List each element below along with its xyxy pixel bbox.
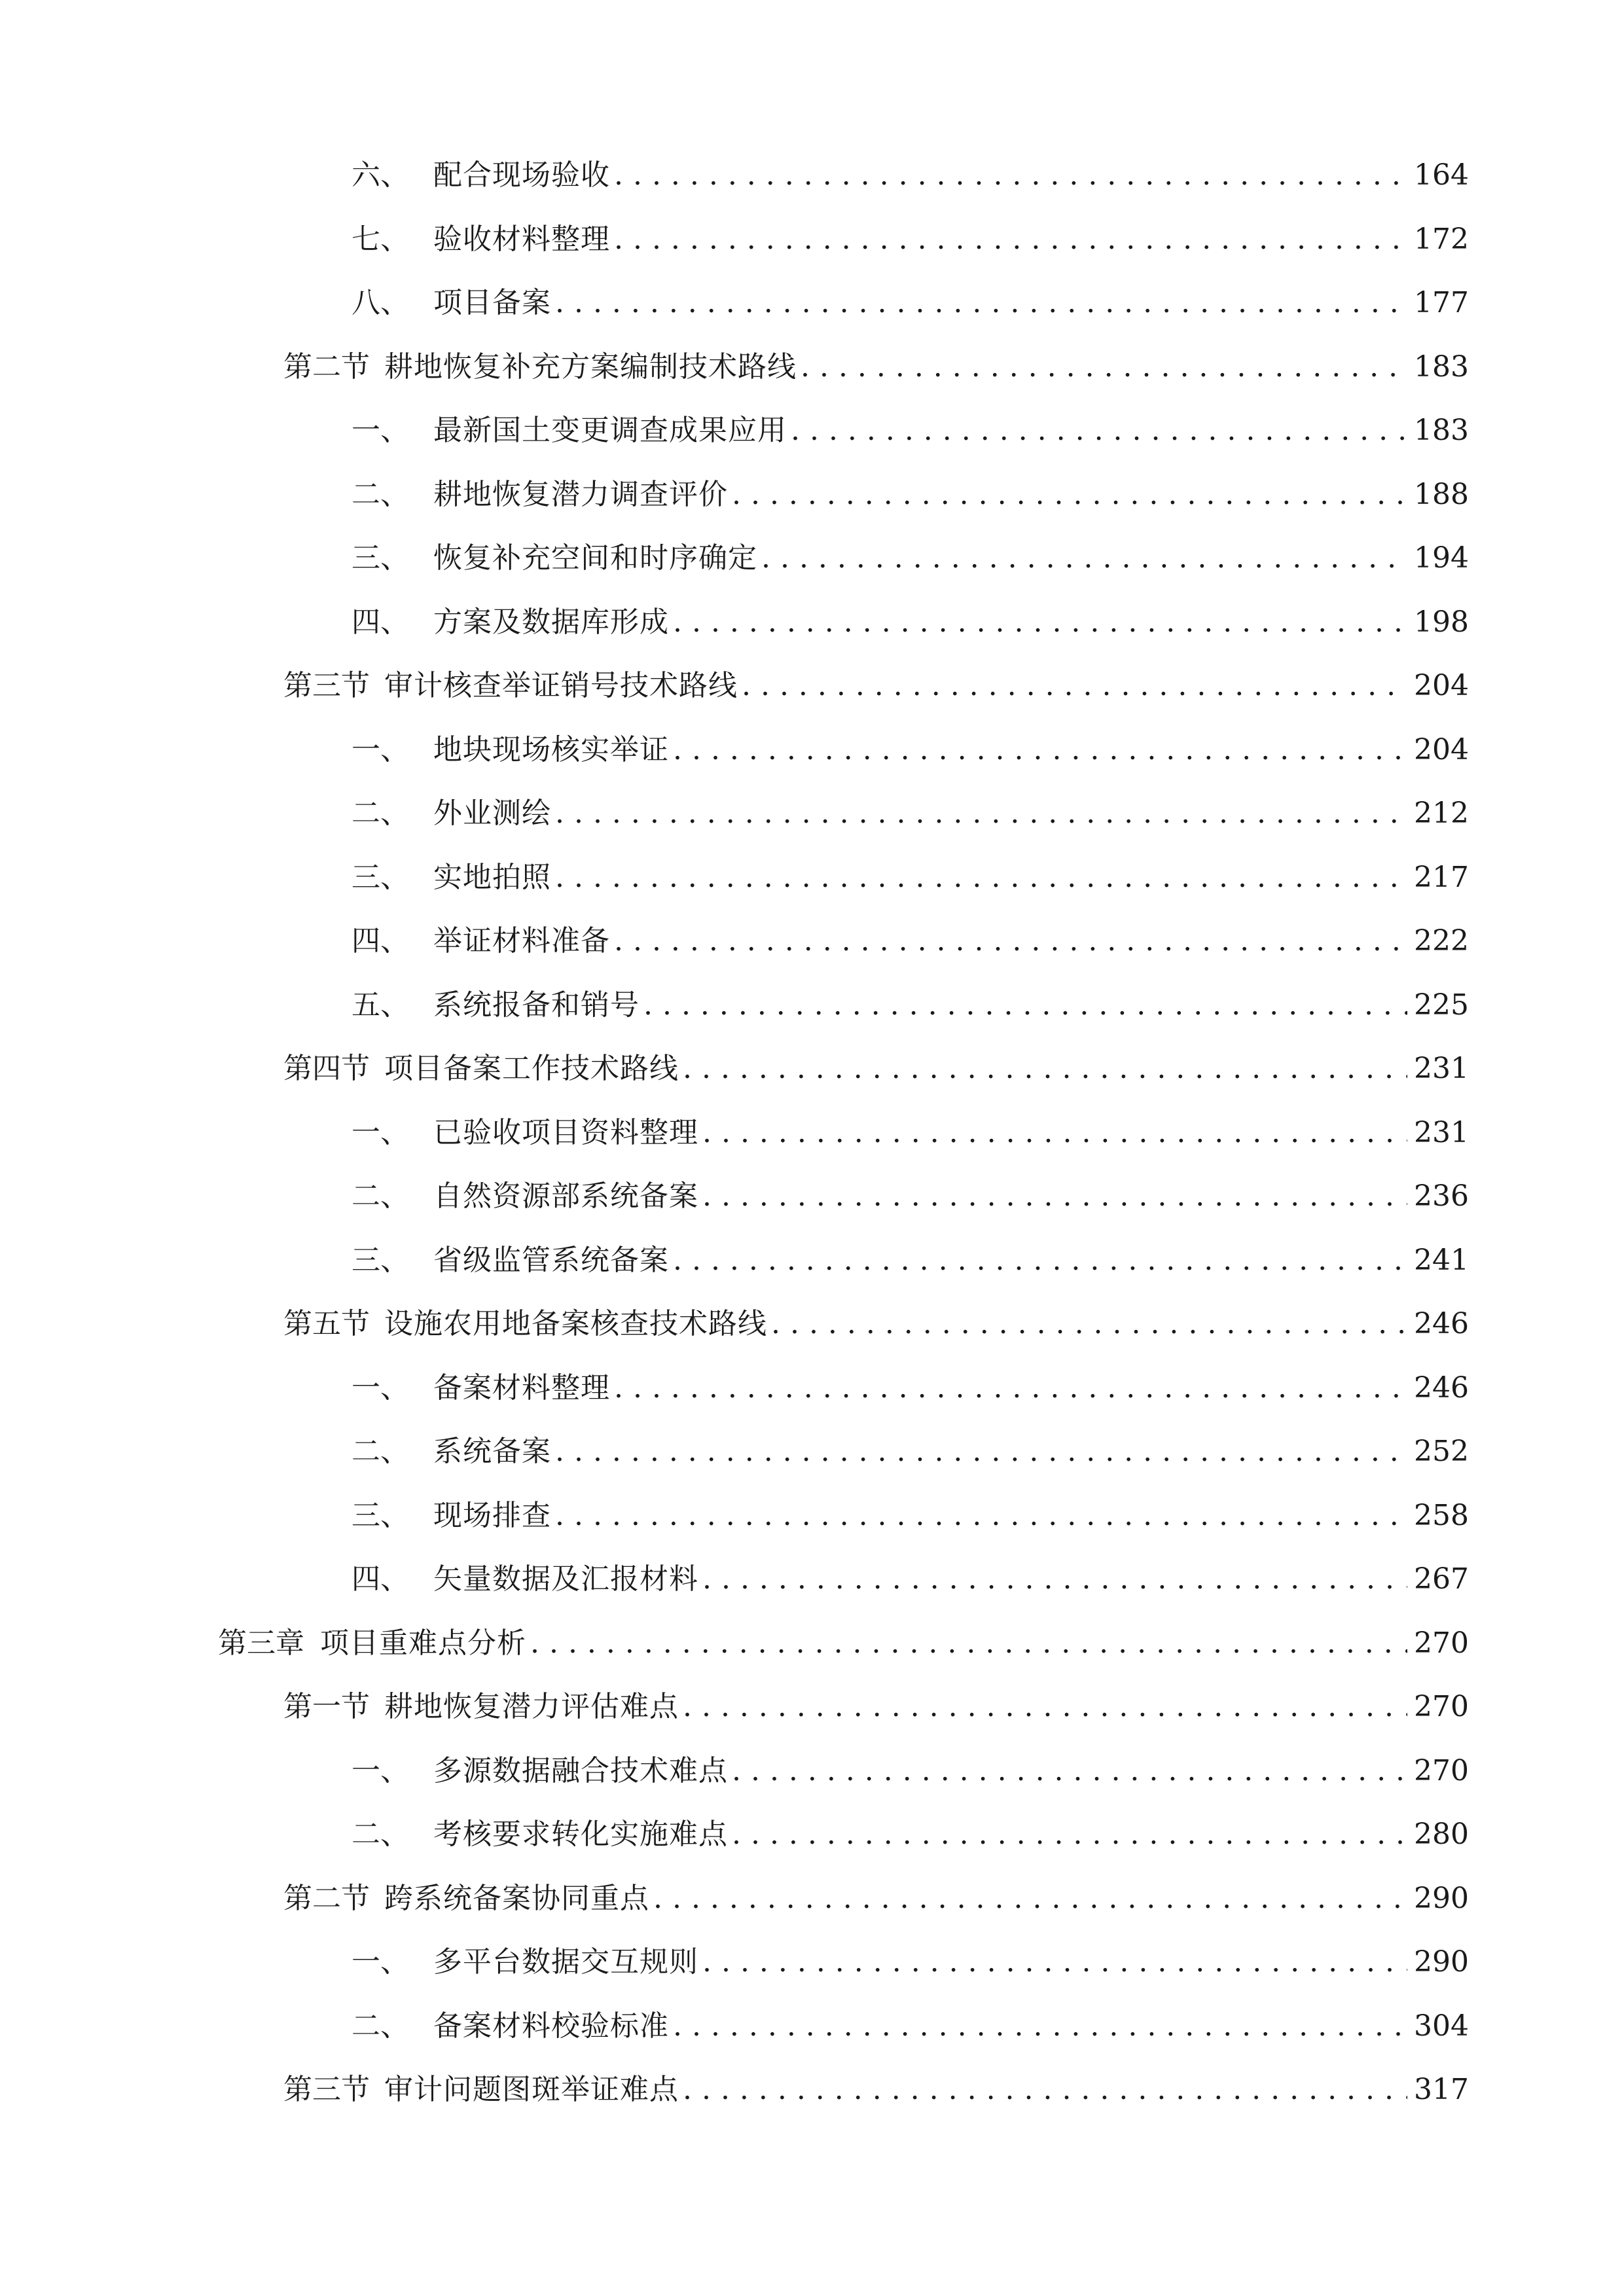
- toc-entry-number: 一、: [352, 1945, 409, 1979]
- toc-entry-page: 304: [1414, 2009, 1469, 2043]
- toc-entry-page: 236: [1414, 1179, 1469, 1213]
- toc-entry-number: 八、: [352, 286, 409, 319]
- toc-entry-title: 审计核查举证销号技术路线: [384, 669, 738, 702]
- toc-entry[interactable]: [0, 973, 1624, 1037]
- toc-dot-leader: [801, 335, 1407, 399]
- toc-entry[interactable]: [0, 335, 1624, 399]
- toc-entry-page: 231: [1414, 1052, 1469, 1085]
- toc-entry-title: 系统备案: [433, 1435, 551, 1468]
- toc-entry-number: 第三章: [218, 1626, 304, 1660]
- toc-entry-number: 三、: [352, 860, 409, 894]
- toc-entry[interactable]: [0, 909, 1624, 973]
- toc-dot-leader: [614, 1356, 1407, 1420]
- toc-entry-title: 耕地恢复潜力评估难点: [384, 1690, 679, 1723]
- toc-entry-title: 实地拍照: [433, 860, 551, 894]
- toc-entry[interactable]: [0, 1994, 1624, 2058]
- toc-entry-page: 246: [1414, 1371, 1469, 1405]
- toc-entry-page: 212: [1414, 797, 1469, 830]
- toc-entry-title: 备案材料校验标准: [433, 2009, 669, 2043]
- toc-dot-leader: [742, 654, 1407, 718]
- toc-dot-leader: [555, 846, 1407, 910]
- toc-entry[interactable]: [0, 271, 1624, 335]
- toc-entry-page: 252: [1414, 1435, 1469, 1468]
- toc-dot-leader: [732, 1803, 1407, 1867]
- toc-entry-page: 231: [1414, 1115, 1469, 1149]
- toc-entry-number: 第一节: [283, 1690, 370, 1723]
- toc-entry-page: 258: [1414, 1498, 1469, 1532]
- toc-dot-leader: [555, 1420, 1407, 1484]
- toc-entry-page: 267: [1414, 1562, 1469, 1596]
- toc-dot-leader: [683, 2058, 1407, 2122]
- toc-entry[interactable]: [0, 1292, 1624, 1356]
- toc-entry[interactable]: [0, 590, 1624, 655]
- toc-entry[interactable]: [0, 781, 1624, 846]
- toc-dot-leader: [761, 526, 1407, 590]
- toc-entry-title: 备案材料整理: [433, 1371, 610, 1405]
- toc-entry-title: 项目备案工作技术路线: [384, 1052, 679, 1085]
- toc-entry-title: 配合现场验收: [433, 158, 610, 192]
- toc-entry[interactable]: [0, 1611, 1624, 1676]
- toc-entry-number: 二、: [352, 797, 409, 830]
- toc-entry[interactable]: [0, 654, 1624, 718]
- table-of-contents: [0, 143, 1624, 2122]
- toc-dot-leader: [702, 1101, 1407, 1165]
- toc-entry[interactable]: [0, 718, 1624, 782]
- toc-entry-number: 四、: [352, 924, 409, 958]
- toc-entry-title: 多平台数据交互规则: [433, 1945, 698, 1979]
- toc-entry-title: 矢量数据及汇报材料: [433, 1562, 698, 1596]
- toc-entry-number: 二、: [352, 2009, 409, 2043]
- toc-entry[interactable]: [0, 1229, 1624, 1293]
- toc-entry-number: 四、: [352, 605, 409, 639]
- toc-entry-page: 194: [1414, 541, 1469, 575]
- toc-entry-page: 177: [1414, 286, 1469, 319]
- toc-entry-title: 系统报备和销号: [433, 988, 640, 1022]
- toc-entry-page: 188: [1414, 477, 1469, 511]
- toc-entry-page: 183: [1414, 350, 1469, 384]
- toc-entry-page: 290: [1414, 1945, 1469, 1979]
- toc-entry-page: 225: [1414, 988, 1469, 1022]
- toc-entry[interactable]: [0, 463, 1624, 527]
- toc-entry[interactable]: [0, 846, 1624, 910]
- toc-dot-leader: [673, 590, 1407, 655]
- toc-entry-page: 198: [1414, 605, 1469, 639]
- toc-entry-page: 204: [1414, 669, 1469, 702]
- toc-entry-title: 耕地恢复潜力调查评价: [433, 477, 728, 511]
- toc-entry-title: 设施农用地备案核查技术路线: [384, 1307, 767, 1340]
- toc-entry[interactable]: [0, 1484, 1624, 1548]
- toc-entry[interactable]: [0, 1547, 1624, 1611]
- toc-entry-number: 第三节: [283, 2073, 370, 2106]
- toc-dot-leader: [653, 1867, 1407, 1931]
- toc-entry-number: 六、: [352, 158, 409, 192]
- toc-entry[interactable]: [0, 1867, 1624, 1931]
- toc-entry-title: 地块现场核实举证: [433, 732, 669, 766]
- toc-entry[interactable]: [0, 2058, 1624, 2122]
- toc-entry-number: 一、: [352, 1115, 409, 1149]
- toc-entry-page: 217: [1414, 860, 1469, 894]
- toc-entry-title: 外业测绘: [433, 797, 551, 830]
- toc-entry-number: 二、: [352, 1818, 409, 1851]
- toc-entry-title: 最新国土变更调查成果应用: [433, 414, 787, 447]
- toc-entry-title: 省级监管系统备案: [433, 1243, 669, 1277]
- toc-dot-leader: [702, 1547, 1407, 1611]
- toc-entry-number: 一、: [352, 414, 409, 447]
- toc-entry-title: 项目重难点分析: [320, 1626, 526, 1660]
- toc-entry[interactable]: [0, 526, 1624, 590]
- toc-dot-leader: [614, 909, 1407, 973]
- toc-entry[interactable]: [0, 143, 1624, 207]
- toc-entry-number: 一、: [352, 1371, 409, 1405]
- toc-entry[interactable]: [0, 207, 1624, 272]
- toc-entry-page: 290: [1414, 1881, 1469, 1915]
- toc-entry[interactable]: [0, 1675, 1624, 1739]
- toc-entry-page: 280: [1414, 1818, 1469, 1851]
- toc-dot-leader: [771, 1292, 1407, 1356]
- toc-entry-number: 三、: [352, 1243, 409, 1277]
- toc-entry-page: 222: [1414, 924, 1469, 958]
- toc-entry-number: 一、: [352, 732, 409, 766]
- toc-entry[interactable]: [0, 1930, 1624, 1994]
- toc-entry-number: 第四节: [283, 1052, 370, 1085]
- toc-entry-title: 自然资源部系统备案: [433, 1179, 698, 1213]
- toc-dot-leader: [614, 207, 1407, 272]
- toc-entry-number: 第五节: [283, 1307, 370, 1340]
- toc-dot-leader: [530, 1611, 1407, 1676]
- toc-dot-leader: [683, 1037, 1407, 1101]
- toc-entry-page: 270: [1414, 1626, 1469, 1660]
- toc-entry-page: 183: [1414, 414, 1469, 447]
- toc-entry-number: 第三节: [283, 669, 370, 702]
- toc-dot-leader: [673, 1994, 1407, 2058]
- toc-dot-leader: [555, 781, 1407, 846]
- toc-entry[interactable]: [0, 1739, 1624, 1803]
- toc-dot-leader: [555, 271, 1407, 335]
- toc-dot-leader: [673, 718, 1407, 782]
- toc-entry[interactable]: [0, 1101, 1624, 1165]
- toc-entry-number: 四、: [352, 1562, 409, 1596]
- toc-dot-leader: [673, 1229, 1407, 1293]
- toc-dot-leader: [732, 1739, 1407, 1803]
- toc-entry-page: 317: [1414, 2073, 1469, 2106]
- toc-entry-page: 204: [1414, 732, 1469, 766]
- toc-entry-page: 270: [1414, 1690, 1469, 1723]
- toc-entry-number: 三、: [352, 1498, 409, 1532]
- toc-entry-number: 五、: [352, 988, 409, 1022]
- toc-dot-leader: [643, 973, 1407, 1037]
- toc-dot-leader: [732, 463, 1407, 527]
- toc-entry-number: 二、: [352, 477, 409, 511]
- toc-entry-number: 第二节: [283, 350, 370, 384]
- toc-entry-page: 270: [1414, 1753, 1469, 1787]
- toc-dot-leader: [702, 1164, 1407, 1229]
- toc-entry-title: 举证材料准备: [433, 924, 610, 958]
- toc-entry-title: 恢复补充空间和时序确定: [433, 541, 757, 575]
- toc-entry[interactable]: [0, 1803, 1624, 1867]
- toc-entry-page: 241: [1414, 1243, 1469, 1277]
- toc-entry-title: 已验收项目资料整理: [433, 1115, 698, 1149]
- toc-entry-number: 二、: [352, 1435, 409, 1468]
- toc-entry[interactable]: [0, 1420, 1624, 1484]
- toc-entry-number: 二、: [352, 1179, 409, 1213]
- toc-entry-number: 七、: [352, 222, 409, 256]
- toc-entry[interactable]: [0, 399, 1624, 463]
- toc-entry-number: 一、: [352, 1753, 409, 1787]
- toc-entry[interactable]: [0, 1356, 1624, 1420]
- toc-entry-page: 172: [1414, 222, 1469, 256]
- toc-dot-leader: [614, 143, 1407, 207]
- toc-entry-number: 第二节: [283, 1881, 370, 1915]
- toc-entry-page: 164: [1414, 158, 1469, 192]
- toc-entry[interactable]: [0, 1037, 1624, 1101]
- toc-entry-title: 考核要求转化实施难点: [433, 1818, 728, 1851]
- toc-entry-title: 审计问题图斑举证难点: [384, 2073, 679, 2106]
- toc-entry[interactable]: [0, 1164, 1624, 1229]
- toc-entry-title: 方案及数据库形成: [433, 605, 669, 639]
- toc-entry-title: 现场排查: [433, 1498, 551, 1532]
- toc-entry-title: 多源数据融合技术难点: [433, 1753, 728, 1787]
- toc-entry-page: 246: [1414, 1307, 1469, 1340]
- toc-dot-leader: [791, 399, 1407, 463]
- toc-dot-leader: [683, 1675, 1407, 1739]
- toc-entry-title: 耕地恢复补充方案编制技术路线: [384, 350, 797, 384]
- toc-entry-title: 项目备案: [433, 286, 551, 319]
- toc-entry-title: 验收材料整理: [433, 222, 610, 256]
- toc-dot-leader: [555, 1484, 1407, 1548]
- toc-entry-number: 三、: [352, 541, 409, 575]
- toc-entry-title: 跨系统备案协同重点: [384, 1881, 649, 1915]
- toc-dot-leader: [702, 1930, 1407, 1994]
